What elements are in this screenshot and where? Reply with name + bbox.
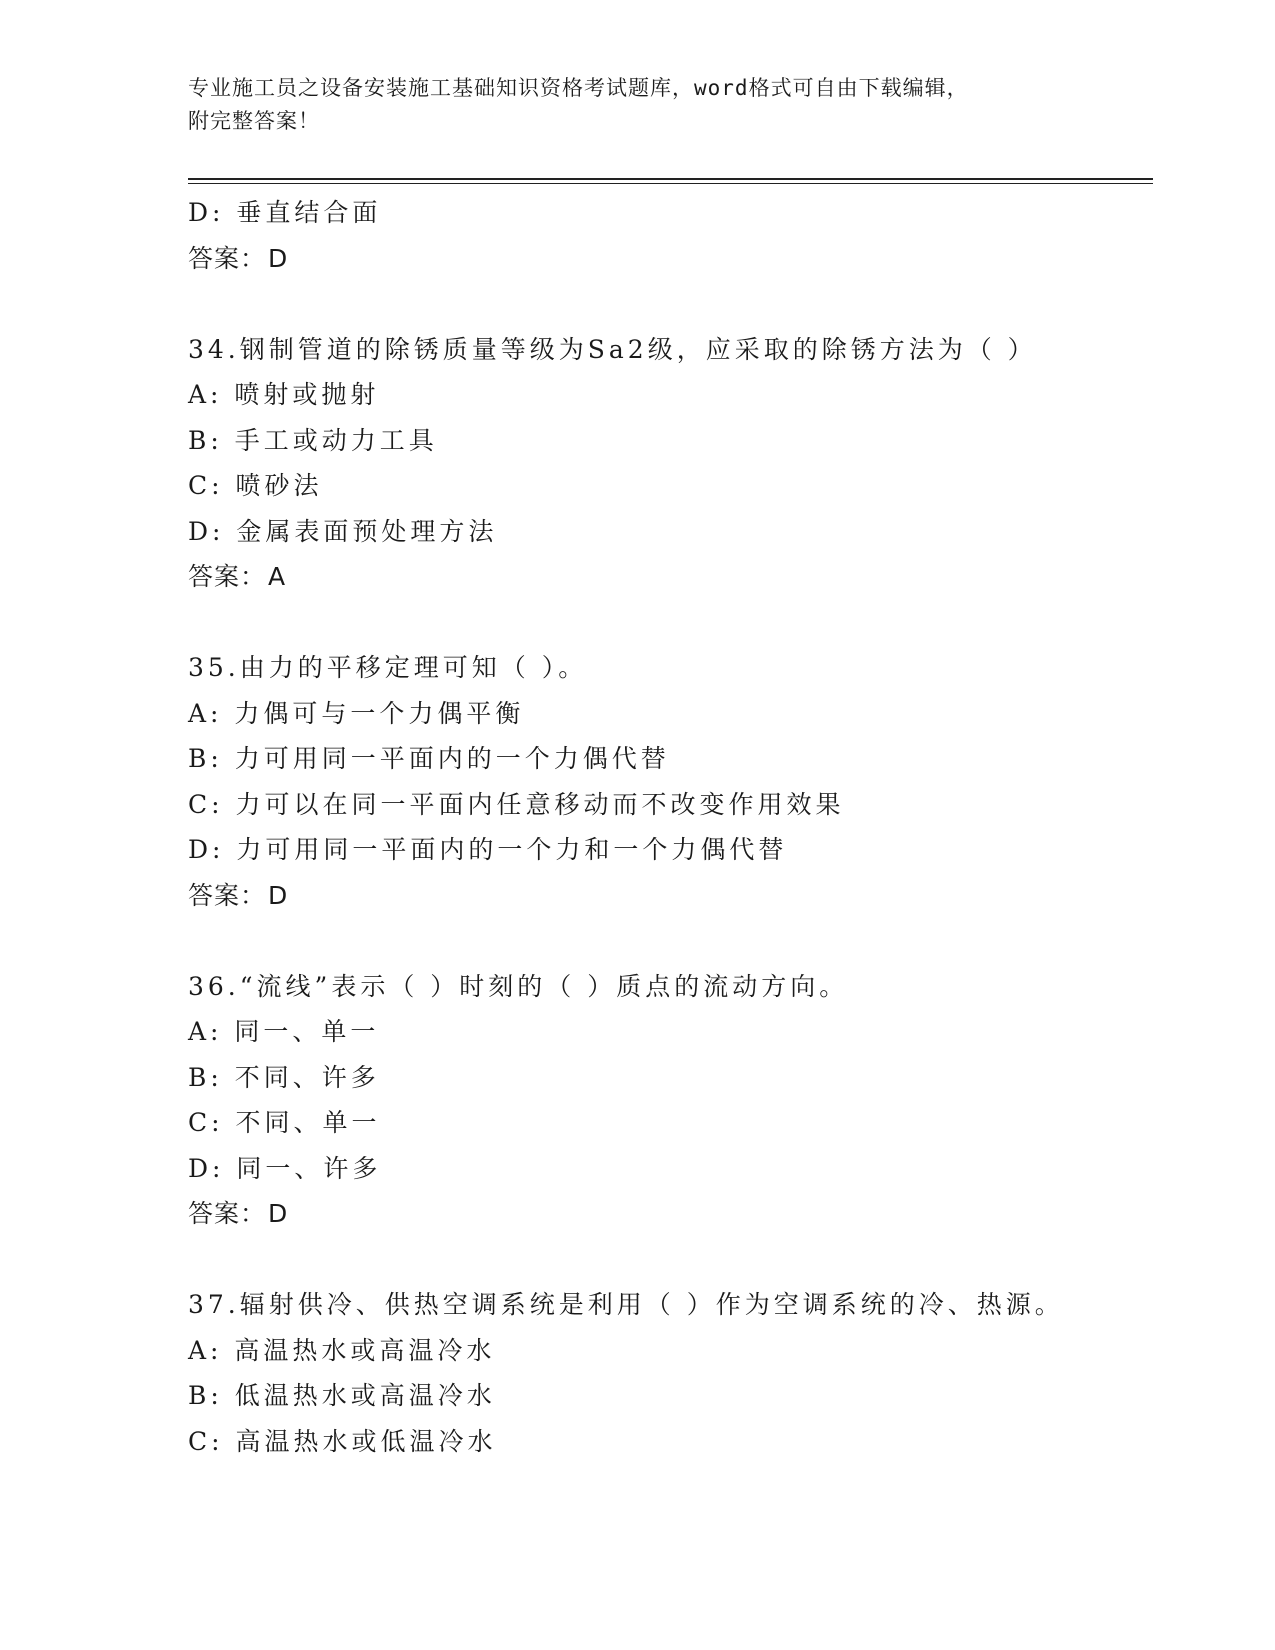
option-c: C: 高温热水或低温冷水 [188, 1426, 497, 1456]
option-b: B: 手工或动力工具 [188, 425, 438, 455]
header-rule-thick [188, 178, 1153, 180]
option-a: A: 高温热水或高温冷水 [188, 1335, 496, 1365]
answer-line [188, 1191, 1153, 1237]
option-a: A: 喷射或抛射 [188, 380, 380, 409]
question-stem: 34.钢制管道的除锈质量等级为Sa2级，应采取的除锈方法为（ ） [188, 334, 1037, 364]
option-d: D: 力可用同一平面内的一个力和一个力偶代替 [188, 835, 788, 864]
answer-label: 答案： [188, 1199, 267, 1228]
header-rule-thin [188, 183, 1153, 184]
spacer [188, 281, 1153, 327]
option-c: C: 不同、单一 [188, 1108, 381, 1137]
question-35 [188, 645, 1153, 918]
header-line-1: 专业施工员之设备安装施工基础知识资格考试题库，word格式可自由下载编辑， [188, 76, 969, 100]
answer-line [188, 554, 1153, 600]
header-line-2: 附完整答案！ [188, 109, 320, 133]
answer-label: 答案： [188, 880, 267, 910]
answer-value: A [268, 562, 287, 591]
answer-line [188, 236, 1153, 282]
previous-question-tail [188, 190, 1153, 281]
question-34 [188, 327, 1153, 600]
answer-line [188, 873, 1153, 919]
spacer [188, 1237, 1153, 1283]
question-36 [188, 964, 1153, 1237]
option-d: D: 金属表面预处理方法 [188, 516, 498, 546]
spacer [188, 600, 1153, 646]
spacer [188, 918, 1153, 964]
option-c: C: 喷砂法 [188, 471, 323, 500]
answer-value: D [268, 880, 289, 910]
option-b: B: 不同、许多 [188, 1062, 380, 1092]
answer-label: 答案： [188, 243, 267, 273]
answer-label: 答案： [188, 562, 267, 591]
option-a: A: 同一、单一 [188, 1017, 380, 1046]
document-header [188, 72, 1068, 138]
question-stem: 36.“流线”表示（ ）时刻的（ ）质点的流动方向。 [188, 971, 849, 1001]
option-d: D: 同一、许多 [188, 1153, 382, 1183]
question-stem: 37.辐射供冷、供热空调系统是利用（ ）作为空调系统的冷、热源。 [188, 1290, 1064, 1319]
option-b: B: 力可用同一平面内的一个力偶代替 [188, 744, 670, 773]
question-37 [188, 1282, 1153, 1464]
answer-value: D [268, 1199, 289, 1228]
answer-value: D [268, 243, 289, 273]
option-a: A: 力偶可与一个力偶平衡 [188, 698, 525, 728]
question-stem: 35.由力的平移定理可知（ ）。 [188, 653, 588, 682]
option-b: B: 低温热水或高温冷水 [188, 1381, 496, 1410]
option-c: C: 力可以在同一平面内任意移动而不改变作用效果 [188, 789, 845, 819]
option-d: D: 垂直结合面 [188, 198, 382, 227]
question-list [188, 190, 1153, 1464]
